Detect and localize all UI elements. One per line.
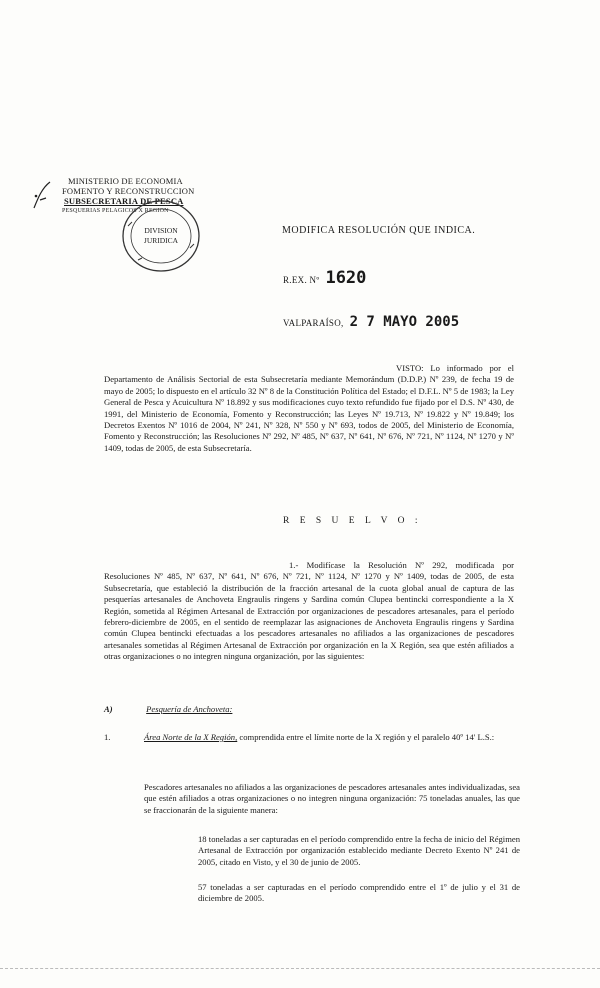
resolution-label: R.EX. Nº: [283, 275, 320, 285]
section-a-title: Pesquería de Anchoveta:: [146, 704, 233, 714]
handwritten-mark-icon: [28, 178, 58, 218]
item-1: [104, 732, 520, 743]
visto-text: Lo informado por el Departamento de Análisis Sectorial de esta Subsecretaría mediante Memorándum (D.D.P.) Nº 239, de fecha 19 de mayo de 2005; lo dispuesto en el artículo 32 Nº 8 de la Constitución Política del Estado; el D.F.L. Nº 5 de 1983; la Ley General de Pesca y Acuicultura Nº 18.892 y sus modificaciones cuyo texto refundido fue fijado por el D.S. Nº 430, de 1991, del Ministerio de Economía, Fomento y Reconstrucción; las Leyes Nº 19.713, Nº 19.822 y Nº 19.849; los Decretos Exentos Nº 1016 de 2004, Nº 241, Nº 328, Nº 550 y Nº 693, todos de 2005, del Ministerio de Economía, Fomento y Reconstrucción; las Resoluciones Nº 292, Nº 485, Nº 637, Nº 641, Nº 676, Nº 721, Nº 1124, Nº 1270 y Nº 1409, todas de 2005, de esta Subsecretaría.: [104, 363, 514, 453]
visto-lead: VISTO:: [396, 363, 424, 373]
fishermen-allocation-paragraph: Pescadores artesanales no afiliados a las organizaciones de pescadores artesanales antes individualizadas, sea que estén afiliados a otras organizaciones o no integren ninguna organización: 75 toneladas anuales, las que se fraccionarán de la siguiente manera:: [144, 782, 520, 815]
item-1-text: comprendida entre el límite norte de la X región y el paralelo 40º 14' L.S.:: [239, 732, 495, 742]
allocation-period-1: 18 toneladas a ser capturadas en el período comprendido entre la fecha de inicio del Régimen Artesanal de Extracción por organización establecido mediante Decreto Exento Nº 241 de 2005, citado en Visto, y el 30 de junio de 2005.: [198, 834, 520, 867]
article-1-paragraph: 1.- Modifícase la Resolución Nº 292, modificada por Resoluciones Nº 485, Nº 637, Nº 641, Nº 676, Nº 721, Nº 1124, Nº 1270 y Nº 1409, todas de 2005, de esta Subsecretaría, que estableció la distribución de la fracción artesanal de la cuota global anual de captura de las pesquerías artesanales de Anchoveta Engraulis ringens y Sardina común Clupea bentincki correspondiente a la X Región, sometida al Régimen Artesanal de Extracción por organizaciones de pescadores artesanales, para el período febrero-diciembre de 2005, en el sentido de reemplazar las asignaciones de Anchoveta Engraulis ringens y Sardina común Clupea bentincki efectuadas a los pescadores artesanales no afiliados a las organizaciones de pescadores artesanales sometidas al Régimen Artesanal de Extracción por organización en la X Región, sea que estén afiliados a otras organizaciones o no integren ninguna organización, por las siguientes:: [104, 560, 514, 662]
subsecretaria-line: SUBSECRETARIA DE PESCA: [64, 196, 184, 206]
date-stamp: 2 7 MAYO 2005: [349, 314, 460, 330]
item-1-content: [144, 732, 494, 743]
item-1-title: Área Norte de la X Región,: [144, 732, 238, 742]
place-label: VALPARAÍSO,: [283, 318, 344, 328]
svg-text:DIVISION: DIVISION: [144, 226, 178, 235]
ministry-subline: FOMENTO Y RECONSTRUCCION: [62, 186, 195, 196]
section-a-label: A): [104, 704, 113, 714]
visto-paragraph: [104, 363, 514, 454]
resolution-number: 1620: [325, 268, 367, 288]
division-seal-icon: [118, 196, 204, 276]
item-1-label: 1.: [104, 732, 111, 742]
place-date-block: [283, 314, 459, 330]
resolution-number-block: [283, 268, 366, 288]
document-title: MODIFICA RESOLUCIÓN QUE INDICA.: [282, 225, 476, 236]
bottom-scan-line: [0, 968, 600, 969]
resuelvo-heading: R E S U E L V O :: [283, 516, 422, 526]
ministry-line: MINISTERIO DE ECONOMIA: [68, 176, 183, 186]
allocation-period-2: 57 toneladas a ser capturadas en el período comprendido entre el 1º de julio y el 31 de diciembre de 2005.: [198, 882, 520, 904]
department-line: PESQUERIAS PELAGICOS X REGION: [62, 208, 169, 214]
section-a: [104, 704, 524, 715]
svg-text:JURIDICA: JURIDICA: [143, 236, 179, 245]
